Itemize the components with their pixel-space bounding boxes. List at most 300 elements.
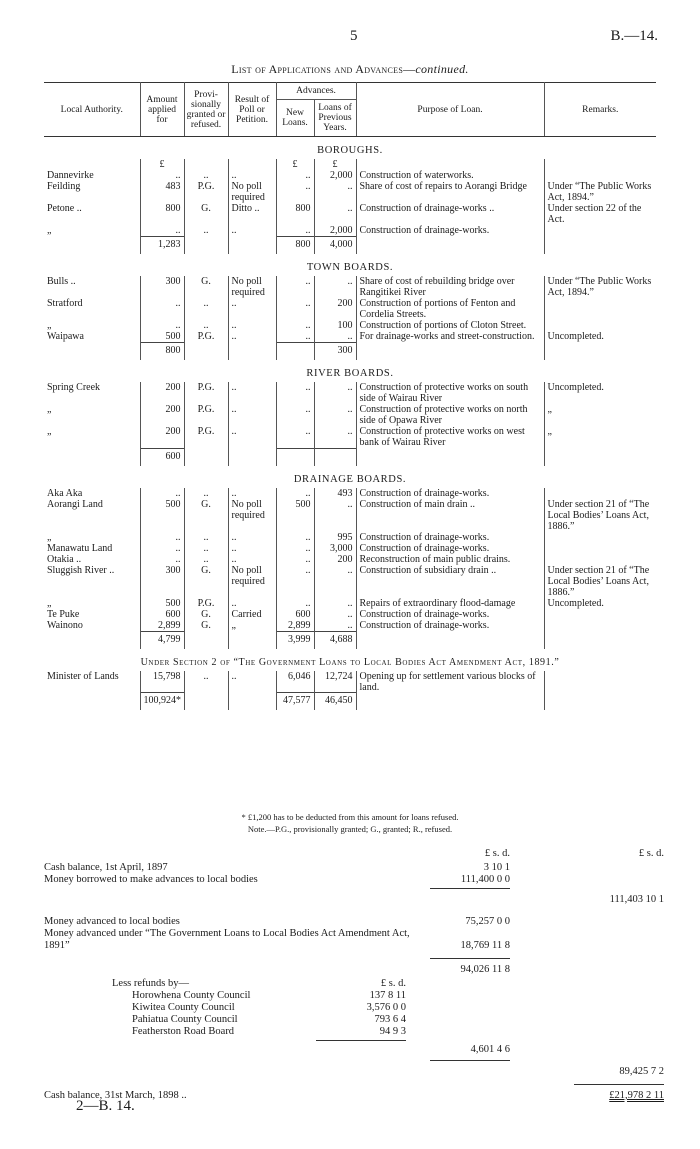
cell-amount: .. — [140, 170, 184, 181]
cell-purpose: Construction of protective works on west bank of Wairau River — [356, 426, 544, 448]
cell-authority: Waipawa — [44, 331, 140, 343]
refund-name: Kiwitea County Council — [132, 1002, 235, 1013]
subtotal-amount: 4,799 — [140, 631, 184, 649]
table-row — [44, 671, 656, 693]
cell-previous-loans: .. — [314, 598, 356, 609]
subtotal-previous-loans: 46,450 — [314, 693, 356, 711]
cell-previous-loans: .. — [314, 331, 356, 343]
cell-authority: „ — [44, 532, 140, 543]
cell-purpose: Construction of portions of Cloton Street. — [356, 320, 544, 331]
currency-cell — [184, 159, 228, 170]
subtotal-new-loans: 800 — [276, 237, 314, 255]
cell-result: .. — [228, 320, 276, 331]
section-heading: DRAINAGE BOARDS. — [293, 473, 407, 485]
cell-purpose: Share of cost of repairs to Aorangi Bridge — [356, 181, 544, 203]
advanced-label: Money advanced to local bodies — [44, 916, 180, 927]
cell-previous-loans: .. — [314, 499, 356, 532]
subtotal-spacer — [44, 693, 140, 711]
report-reference: B.—14. — [610, 28, 658, 44]
cell-result: No poll required — [228, 181, 276, 203]
subtotal-previous-loans: 4,000 — [314, 237, 356, 255]
subtotal-spacer — [544, 343, 656, 361]
table-row — [44, 554, 656, 565]
cell-amount: .. — [140, 543, 184, 554]
subtotal-spacer — [184, 631, 228, 649]
header-local-authority: Local Authority. — [44, 83, 140, 137]
cell-purpose: Construction of portions of Fenton and Cordelia Streets. — [356, 298, 544, 320]
subtotal-spacer — [228, 631, 276, 649]
section-heading-row — [44, 466, 656, 488]
advanced-value: 75,257 0 0 — [465, 916, 510, 927]
cell-result: Carried — [228, 609, 276, 620]
cell-provisional: P.G. — [184, 331, 228, 343]
cell-previous-loans: .. — [314, 565, 356, 598]
cell-result: .. — [228, 404, 276, 426]
refund-value: 137 8 11 — [369, 990, 406, 1001]
cell-purpose: Share of cost of rebuilding bridge over Rangitikei River — [356, 276, 544, 298]
table-row — [44, 298, 656, 320]
subtotal-spacer — [228, 237, 276, 255]
cell-provisional: P.G. — [184, 598, 228, 609]
cell-previous-loans: 100 — [314, 320, 356, 331]
currency-cell — [356, 159, 544, 170]
cell-new-loans: .. — [276, 543, 314, 554]
cell-result: .. — [228, 382, 276, 404]
section-heading-row — [44, 254, 656, 276]
cell-authority: „ — [44, 225, 140, 237]
cell-new-loans: .. — [276, 382, 314, 404]
subtotal-new-loans — [276, 448, 314, 466]
refund-value: 94 9 3 — [379, 1026, 406, 1037]
cell-amount: 200 — [140, 382, 184, 404]
cell-amount: .. — [140, 488, 184, 499]
cell-provisional: .. — [184, 671, 228, 693]
cell-previous-loans: 12,724 — [314, 671, 356, 693]
cell-new-loans: 2,899 — [276, 620, 314, 632]
table-row — [44, 543, 656, 554]
advanced-act-value: 18,769 11 8 — [460, 940, 510, 951]
cell-remarks — [544, 320, 656, 331]
table-row — [44, 532, 656, 543]
cell-amount: 200 — [140, 426, 184, 448]
act-heading: Under Section 2 of “The Government Loans to Local Bodies Act Amendment Act, 1891.” — [140, 656, 560, 668]
cell-previous-loans: 200 — [314, 554, 356, 565]
cell-new-loans: .. — [276, 488, 314, 499]
cell-remarks — [544, 532, 656, 543]
cell-purpose: Repairs of extraordinary flood-damage — [356, 598, 544, 609]
cell-new-loans: 500 — [276, 499, 314, 532]
cell-new-loans: 600 — [276, 609, 314, 620]
table-row — [44, 426, 656, 448]
section-heading-row — [44, 137, 656, 160]
cell-remarks — [544, 609, 656, 620]
cell-provisional: P.G. — [184, 382, 228, 404]
subtotal-spacer — [44, 631, 140, 649]
cell-purpose: For drainage-works and street-construction. — [356, 331, 544, 343]
cell-amount: .. — [140, 532, 184, 543]
abbreviation-note: Note.—P.G., provisionally granted; G., granted; R., refused. — [247, 824, 453, 834]
closing-balance-value: £21,978 2 11 — [609, 1090, 664, 1101]
cell-amount: .. — [140, 298, 184, 320]
subtotal-spacer — [228, 343, 276, 361]
table-row — [44, 499, 656, 532]
subtotal-amount: 800 — [140, 343, 184, 361]
cell-authority: „ — [44, 598, 140, 609]
cell-provisional: .. — [184, 170, 228, 181]
subtotal-spacer — [44, 237, 140, 255]
cell-provisional: P.G. — [184, 404, 228, 426]
cell-previous-loans: 200 — [314, 298, 356, 320]
cell-new-loans: .. — [276, 181, 314, 203]
refund-row — [44, 1002, 664, 1014]
cell-authority: Otakia .. — [44, 554, 140, 565]
borrowed-value: 111,400 0 0 — [460, 874, 510, 885]
cell-provisional: .. — [184, 488, 228, 499]
subtotal-previous-loans: 4,688 — [314, 631, 356, 649]
subtotal-previous-loans: 300 — [314, 343, 356, 361]
cell-new-loans: .. — [276, 298, 314, 320]
cell-previous-loans: 3,000 — [314, 543, 356, 554]
cash-col-header-1: £ s. d. — [484, 848, 510, 859]
subtotal-spacer — [544, 693, 656, 711]
receipts-total: 111,403 10 1 — [609, 894, 664, 905]
cell-new-loans: .. — [276, 426, 314, 448]
cell-remarks — [544, 554, 656, 565]
section-heading: RIVER BOARDS. — [306, 368, 394, 379]
cell-authority: „ — [44, 426, 140, 448]
net-payments: 89,425 7 2 — [619, 1066, 664, 1077]
cell-amount: 483 — [140, 181, 184, 203]
cell-authority: Wainono — [44, 620, 140, 632]
currency-row — [44, 159, 656, 170]
advanced-act-label-1: Money advanced under “The Government Loans to Local Bodies Act Amendment Act, — [44, 928, 410, 939]
table-row — [44, 320, 656, 331]
currency-cell — [228, 159, 276, 170]
cell-amount: 15,798 — [140, 671, 184, 693]
cell-result: .. — [228, 671, 276, 693]
table-row — [44, 404, 656, 426]
subtotal-spacer — [184, 237, 228, 255]
header-remarks: Remarks. — [544, 83, 656, 137]
borrowed-label: Money borrowed to make advances to local bodies — [44, 874, 258, 885]
refund-value: 793 6 4 — [374, 1014, 406, 1025]
cell-purpose: Construction of waterworks. — [356, 170, 544, 181]
cell-authority: Te Puke — [44, 609, 140, 620]
cell-previous-loans: .. — [314, 609, 356, 620]
subtotal-amount: 100,924* — [140, 693, 184, 711]
cell-purpose: Construction of drainage-works. — [356, 609, 544, 620]
subtotal-spacer — [184, 448, 228, 466]
cell-remarks — [544, 225, 656, 237]
header-loans-previous: Loans of Previous Years. — [314, 100, 356, 137]
cell-remarks: Uncompleted. — [547, 597, 604, 609]
cell-provisional: P.G. — [184, 426, 228, 448]
table-row — [44, 170, 656, 181]
cell-remarks — [544, 620, 656, 632]
cell-purpose: Construction of drainage-works. — [356, 532, 544, 543]
cell-new-loans: 6,046 — [276, 671, 314, 693]
opening-balance-value: 3 10 1 — [483, 862, 510, 873]
cell-new-loans: .. — [276, 170, 314, 181]
cell-previous-loans: 2,000 — [314, 225, 356, 237]
cell-result: „ — [228, 620, 276, 632]
cell-amount: 300 — [140, 565, 184, 598]
cell-purpose: Construction of drainage-works. — [356, 225, 544, 237]
header-new-loans: New Loans. — [276, 100, 314, 137]
subtotal-spacer — [544, 631, 656, 649]
cell-provisional: .. — [184, 298, 228, 320]
cell-purpose: Opening up for settlement various blocks of land. — [356, 671, 544, 693]
cell-provisional: G. — [184, 499, 228, 532]
cell-amount: .. — [140, 554, 184, 565]
subtotal-row — [44, 693, 656, 711]
cell-authority: Aka Aka — [44, 488, 140, 499]
header-amount: Amount applied for — [140, 83, 184, 137]
cell-purpose: Construction of drainage-works. — [356, 488, 544, 499]
cell-provisional: G. — [184, 609, 228, 620]
cell-remarks: Uncompleted. — [547, 382, 604, 393]
cell-authority: Feilding — [44, 181, 140, 203]
cell-amount: 500 — [140, 331, 184, 343]
subtotal-spacer — [44, 448, 140, 466]
cell-new-loans: .. — [276, 276, 314, 298]
header-provisional: Provi-sionally granted or refused. — [184, 83, 228, 137]
currency-cell: £ — [314, 159, 356, 170]
table-row — [44, 382, 656, 404]
cell-result: No poll required — [228, 499, 276, 532]
cell-remarks: Under section 22 of the Act. — [547, 203, 642, 225]
cell-purpose: Construction of subsidiary drain .. — [356, 565, 544, 598]
cell-result: Ditto .. — [228, 203, 276, 225]
table-row — [44, 609, 656, 620]
cell-purpose: Construction of protective works on south side of Wairau River — [356, 382, 544, 404]
table-row — [44, 203, 656, 225]
cell-result: No poll required — [228, 276, 276, 298]
cell-previous-loans: .. — [314, 203, 356, 225]
cell-remarks: Under “The Public Works Act, 1894.” — [547, 181, 652, 203]
advanced-act-label-2: 1891” — [44, 940, 70, 951]
cell-result: .. — [228, 298, 276, 320]
refund-list — [44, 990, 664, 1038]
cell-authority: Stratford — [44, 298, 140, 320]
title-main: List of Applications and Advances— — [231, 62, 416, 76]
refunds-label: Less refunds by— — [112, 978, 189, 989]
cash-col-header-2: £ s. d. — [638, 848, 664, 859]
applications-table — [44, 82, 656, 710]
cell-amount: 200 — [140, 404, 184, 426]
subtotal-spacer — [356, 448, 544, 466]
cell-authority: Aorangi Land — [44, 499, 140, 532]
table-row — [44, 488, 656, 499]
cell-remarks — [544, 543, 656, 554]
cell-amount: 500 — [140, 598, 184, 609]
table-row — [44, 225, 656, 237]
cell-result: .. — [228, 488, 276, 499]
cell-provisional: P.G. — [184, 181, 228, 203]
cell-authority: Minister of Lands — [44, 671, 140, 693]
cell-purpose: Construction of drainage-works .. — [356, 203, 544, 225]
page-title — [0, 62, 700, 77]
cell-amount: 600 — [140, 609, 184, 620]
cell-result: .. — [228, 598, 276, 609]
cell-remarks: Under section 21 of “The Local Bodies’ Loans Act, 1886.” — [547, 564, 650, 598]
opening-balance-label: Cash balance, 1st April, 1897 — [44, 862, 168, 873]
cell-new-loans: .. — [276, 598, 314, 609]
cell-provisional: G. — [184, 620, 228, 632]
refund-row — [44, 1026, 664, 1038]
subtotal-amount: 600 — [140, 448, 184, 466]
cell-remarks — [544, 488, 656, 499]
subtotal-spacer — [544, 448, 656, 466]
cell-provisional: G. — [184, 276, 228, 298]
cell-new-loans: .. — [276, 532, 314, 543]
advances-sum: 94,026 11 8 — [460, 964, 510, 975]
cell-remarks — [544, 170, 656, 181]
cell-amount: 500 — [140, 499, 184, 532]
page-number: 5 — [350, 28, 358, 44]
cell-amount: 300 — [140, 276, 184, 298]
cell-previous-loans: .. — [314, 382, 356, 404]
cell-purpose: Construction of protective works on north side of Opawa River — [356, 404, 544, 426]
cell-new-loans: .. — [276, 565, 314, 598]
header-result: Result of Poll or Petition. — [228, 83, 276, 137]
cell-previous-loans: 995 — [314, 532, 356, 543]
cell-authority: „ — [44, 320, 140, 331]
cell-authority: Dannevirke — [44, 170, 140, 181]
refund-row — [44, 1014, 664, 1026]
cell-authority: Petone .. — [44, 203, 140, 225]
cell-provisional: G. — [184, 203, 228, 225]
cash-account — [44, 848, 664, 1104]
cell-result: .. — [228, 543, 276, 554]
cell-remarks: „ — [547, 426, 552, 437]
closing-balance-label: Cash balance, 31st March, 1898 .. — [44, 1090, 187, 1101]
section-heading-row — [44, 360, 656, 382]
cell-authority: Bulls .. — [44, 276, 140, 298]
cell-provisional: .. — [184, 225, 228, 237]
subtotal-spacer — [184, 343, 228, 361]
cell-provisional: G. — [184, 565, 228, 598]
subtotal-new-loans: 47,577 — [276, 693, 314, 711]
currency-cell — [544, 159, 656, 170]
table-row — [44, 620, 656, 632]
refund-name: Featherston Road Board — [132, 1026, 235, 1037]
cell-purpose: Reconstruction of main public drains. — [356, 554, 544, 565]
subtotal-spacer — [356, 631, 544, 649]
cell-new-loans: .. — [276, 320, 314, 331]
title-continued: continued. — [415, 62, 469, 76]
cell-previous-loans: 493 — [314, 488, 356, 499]
cell-new-loans: .. — [276, 554, 314, 565]
footnote: * £1,200 has to be deducted from this amount for loans refused. — [241, 812, 459, 822]
refund-name: Pahiatua County Council — [132, 1014, 238, 1025]
cell-new-loans: 800 — [276, 203, 314, 225]
cell-previous-loans: .. — [314, 404, 356, 426]
cell-previous-loans: 2,000 — [314, 170, 356, 181]
cell-authority: Sluggish River .. — [44, 565, 140, 598]
cell-authority: Spring Creek — [44, 382, 140, 404]
cell-remarks — [544, 671, 656, 693]
currency-cell — [44, 159, 140, 170]
cell-purpose: Construction of main drain .. — [356, 499, 544, 532]
cell-result: .. — [228, 225, 276, 237]
cell-provisional: .. — [184, 532, 228, 543]
subtotal-row — [44, 343, 656, 361]
cell-result: .. — [228, 426, 276, 448]
subtotal-new-loans: 3,999 — [276, 631, 314, 649]
subtotal-row — [44, 448, 656, 466]
subtotal-spacer — [544, 237, 656, 255]
cell-purpose: Construction of drainage-works. — [356, 620, 544, 632]
cell-new-loans: .. — [276, 225, 314, 237]
subtotal-amount: 1,283 — [140, 237, 184, 255]
cell-remarks — [544, 298, 656, 320]
cell-authority: „ — [44, 404, 140, 426]
subtotal-spacer — [44, 343, 140, 361]
currency-cell: £ — [140, 159, 184, 170]
cell-result: .. — [228, 532, 276, 543]
table-body — [44, 137, 656, 711]
refund-row — [44, 990, 664, 1002]
cell-remarks: Under “The Public Works Act, 1894.” — [547, 276, 652, 298]
cell-remarks: Under section 21 of “The Local Bodies’ Loans Act, 1886.” — [547, 498, 650, 532]
page-footer: 2—B. 14. — [76, 1098, 135, 1114]
table-row — [44, 565, 656, 598]
subtotal-spacer — [356, 693, 544, 711]
act-heading-row — [44, 649, 656, 671]
table-row — [44, 598, 656, 609]
refund-name: Horowhena County Council — [132, 990, 251, 1001]
cell-result: No poll required — [228, 565, 276, 598]
currency-cell: £ — [276, 159, 314, 170]
section-heading: BOROUGHS. — [317, 145, 383, 156]
cell-amount: 800 — [140, 203, 184, 225]
subtotal-spacer — [228, 693, 276, 711]
subtotal-spacer — [228, 448, 276, 466]
refund-col-header: £ s. d. — [380, 978, 406, 989]
cell-authority: Manawatu Land — [44, 543, 140, 554]
cell-previous-loans: .. — [314, 426, 356, 448]
cell-remarks: „ — [547, 404, 552, 415]
refund-value: 3,576 0 0 — [366, 1002, 406, 1013]
cell-previous-loans: .. — [314, 620, 356, 632]
header-row — [44, 83, 656, 100]
cell-amount: .. — [140, 225, 184, 237]
cell-purpose: Construction of drainage-works. — [356, 543, 544, 554]
subtotal-row — [44, 631, 656, 649]
subtotal-spacer — [184, 693, 228, 711]
subtotal-previous-loans — [314, 448, 356, 466]
refunds-total: 4,601 4 6 — [470, 1044, 510, 1055]
cell-remarks: Uncompleted. — [547, 331, 604, 342]
header-advances: Advances. — [276, 83, 356, 100]
cell-provisional: .. — [184, 320, 228, 331]
subtotal-spacer — [356, 237, 544, 255]
subtotal-row — [44, 237, 656, 255]
cell-new-loans: .. — [276, 331, 314, 343]
cell-amount: .. — [140, 320, 184, 331]
cell-previous-loans: .. — [314, 181, 356, 203]
cell-result: .. — [228, 170, 276, 181]
header-purpose: Purpose of Loan. — [356, 83, 544, 137]
cell-provisional: .. — [184, 543, 228, 554]
cell-result: .. — [228, 554, 276, 565]
cell-previous-loans: .. — [314, 276, 356, 298]
cell-new-loans: .. — [276, 404, 314, 426]
cell-amount: 2,899 — [140, 620, 184, 632]
subtotal-new-loans — [276, 343, 314, 361]
cell-provisional: .. — [184, 554, 228, 565]
